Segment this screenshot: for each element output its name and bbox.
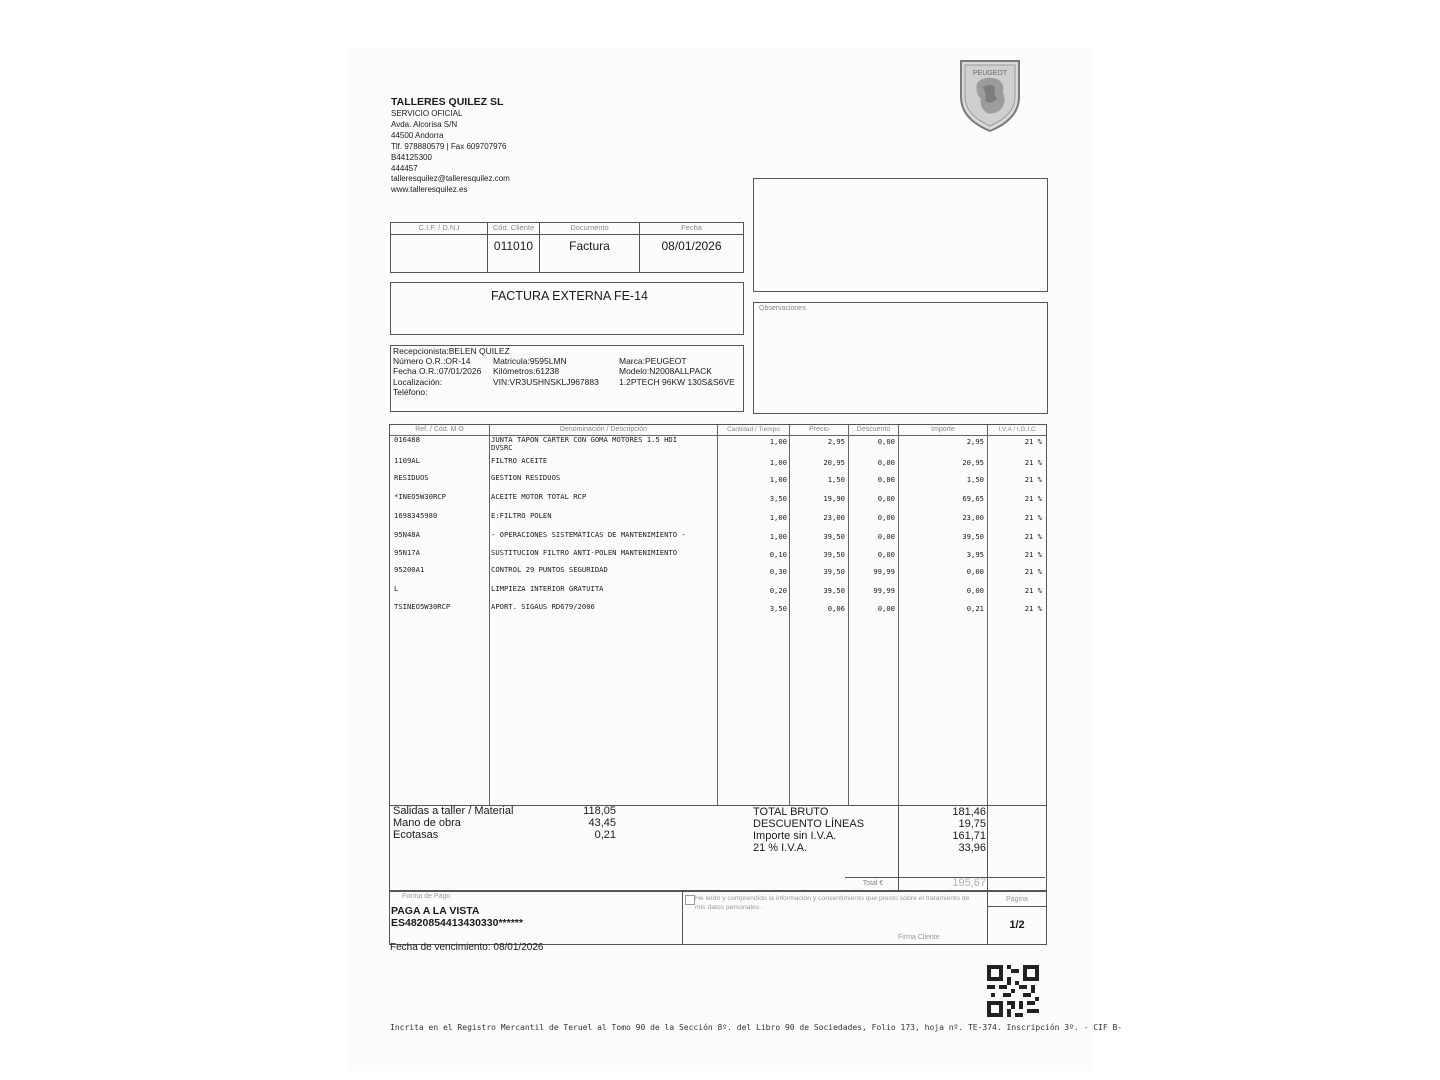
row-vat: 21 % [1024, 437, 1042, 446]
total-label: Importe sin I.V.A. [753, 830, 837, 842]
company-line: Tlf. 978880579 | Fax 609707976 [391, 141, 507, 151]
row-ref: L [394, 584, 399, 593]
company-line: talleresquilez@talleresquilez.com [391, 174, 510, 184]
row-amount: 23,00 [962, 513, 984, 522]
summary-label: Mano de obra [393, 817, 461, 829]
row-amount: 0,21 [966, 604, 984, 613]
vehicle-field: Marca:PEUGEOT [619, 356, 687, 366]
company-line: B44125300 [391, 152, 432, 162]
row-amount: 1,50 [966, 475, 984, 484]
vehicle-field: Número O.R.:OR-14 [393, 356, 471, 366]
row-ref: *INEO5W30RCP [394, 492, 446, 501]
row-price: 19,90 [823, 494, 845, 503]
logo-text: PEUGEOT [972, 70, 1008, 77]
row-quantity: 1,00 [769, 513, 787, 522]
row-discount: 99,99 [873, 586, 895, 595]
total-value: 33,96 [958, 842, 986, 854]
total-value: 181,46 [952, 806, 986, 818]
row-description-continued: DVSRC [491, 443, 513, 452]
company-name: TALLERES QUILEZ SL [391, 96, 504, 108]
row-ref: 95N48A [394, 530, 420, 539]
client-address-box [753, 178, 1048, 292]
row-ref: RESIDUOS [394, 473, 429, 482]
summary-value: 118,05 [583, 805, 616, 817]
client-code-value: 011010 [493, 239, 534, 253]
row-price: 39,50 [823, 586, 845, 595]
row-ref: 95200A1 [394, 565, 425, 574]
row-quantity: 1,00 [769, 437, 787, 446]
vehicle-field: Modelo:N2008ALLPACK [619, 366, 712, 377]
peugeot-lion-shield-icon [955, 57, 1025, 133]
date-header: Fecha [681, 223, 702, 232]
row-amount: 3,95 [966, 550, 984, 559]
total-value: 19,75 [958, 818, 986, 830]
row-vat: 21 % [1024, 513, 1042, 522]
company-line: Avda. Alcorisa S/N [391, 119, 458, 129]
invoice-title-box [390, 282, 744, 335]
row-price: 39,50 [823, 550, 845, 559]
row-price: 23,00 [823, 513, 845, 522]
consent-text: He leído y comprendido la información y consentimiento que presto sobre el tratamiento de mis datos personales. [695, 895, 970, 911]
page-number: 1/2 [1009, 919, 1025, 931]
company-header [391, 96, 611, 196]
company-line: www.talleresquilez.es [391, 185, 468, 195]
row-price: 39,50 [823, 567, 845, 576]
row-discount: 0,00 [877, 475, 895, 484]
total-label-euro: Total € [848, 878, 899, 889]
row-description: ACEITE MOTOR TOTAL RCP [491, 492, 587, 501]
payment-iban: ES4820854413430330****** [391, 917, 523, 929]
company-line: 44500 Andorra [391, 130, 444, 140]
discount-column-header: Descuento [856, 426, 891, 433]
consent-checkbox[interactable] [685, 895, 695, 905]
row-description: LIMPIEZA INTERIOR GRATUITA [491, 584, 604, 593]
row-description: CONTROL 29 PUNTOS SEGURIDAD [491, 565, 608, 574]
ref-column-header: Ref. / Cód. M.O [415, 426, 464, 433]
company-line: SERVICIO OFICIAL [391, 109, 463, 118]
row-discount: 0,00 [877, 532, 895, 541]
summary-value: 43,45 [588, 817, 616, 829]
row-description: JUNTA TAPON CARTER CON GOMA MOTORES 1.5 HDI [491, 435, 678, 444]
amount-column-header: Importe [931, 426, 955, 433]
row-price: 39,50 [823, 532, 845, 541]
row-vat: 21 % [1024, 475, 1042, 484]
row-amount: 0,00 [966, 567, 984, 576]
grand-total: 195,67 [952, 877, 986, 889]
vat-column-header: I.V.A / I.G.I.C [998, 426, 1036, 433]
observations-box [753, 302, 1048, 414]
row-ref: 1109AL [394, 456, 420, 465]
row-price: 0,06 [827, 604, 845, 613]
row-description: GESTION RESIDUOS [491, 473, 561, 482]
row-vat: 21 % [1024, 494, 1042, 503]
row-amount: 69,65 [962, 494, 984, 503]
row-description: APORT. SIGAUS RD679/2006 [491, 602, 595, 611]
vehicle-field: 1.2PTECH 96KW 130S&S6VE [619, 376, 735, 387]
row-discount: 0,00 [877, 550, 895, 559]
company-line: 444457 [391, 163, 418, 173]
vehicle-field: Localización: [393, 376, 443, 387]
quantity-column-header: Cantidad / Tiempo [727, 426, 780, 433]
row-vat: 21 % [1024, 567, 1042, 576]
vehicle-info [390, 345, 744, 412]
row-description: E:FILTRO POLEN [491, 511, 552, 520]
row-amount: 0,00 [966, 586, 984, 595]
row-quantity: 3,50 [769, 604, 787, 613]
payment-label: Forma de Pago [402, 893, 451, 900]
payment-section [389, 891, 1047, 945]
row-amount: 20,95 [962, 458, 984, 467]
invoice-title: FACTURA EXTERNA FE-14 [491, 289, 648, 303]
row-ref: TSINEO5W30RCP [394, 602, 451, 611]
row-discount: 0,00 [877, 513, 895, 522]
totals-section [389, 804, 1047, 891]
document-header: Documento [570, 223, 609, 232]
document-info-table [390, 222, 744, 273]
invoice-lines-table [389, 424, 1047, 806]
row-discount: 0,00 [877, 494, 895, 503]
total-label: TOTAL BRUTO [753, 806, 829, 818]
row-ref: 016488 [394, 435, 420, 444]
row-amount: 39,50 [962, 532, 984, 541]
row-ref: 95N17A [394, 548, 420, 557]
vehicle-field: Fecha O.R.:07/01/2026 [393, 366, 482, 377]
total-label: DESCUENTO LÍNEAS [753, 818, 865, 830]
row-amount: 2,95 [966, 437, 984, 446]
row-vat: 21 % [1024, 550, 1042, 559]
registry-note: Incrita en el Registro Mercantil de Teruel al Tomo 90 de la Sección 8º. del Libro 90 de Sociedades, Folio 173, hoja nº. TE-374. Inscripción 3º. - CIF B- [390, 1023, 1123, 1032]
total-value: 161,71 [952, 830, 986, 842]
description-column-header: Denominación / Descripción [559, 426, 648, 433]
row-discount: 0,00 [877, 604, 895, 613]
summary-label: Salidas a taller / Material [393, 805, 514, 817]
row-quantity: 0,10 [769, 550, 787, 559]
vehicle-field: Teléfono: [393, 387, 428, 398]
row-quantity: 0,20 [769, 586, 787, 595]
row-discount: 0,00 [877, 437, 895, 446]
summary-label: Ecotasas [393, 829, 439, 841]
observations-label: Observaciones [759, 305, 806, 312]
total-label: 21 % I.V.A. [753, 842, 808, 854]
row-discount: 99,99 [873, 567, 895, 576]
row-discount: 0,00 [877, 458, 895, 467]
summary-value: 0,21 [594, 829, 616, 841]
payment-method: PAGA A LA VISTA [391, 905, 480, 917]
date-value: 08/01/2026 [661, 239, 722, 253]
row-ref: 1698345980 [394, 511, 438, 520]
row-vat: 21 % [1024, 586, 1042, 595]
row-description: - OPERACIONES SISTEMÁTICAS DE MANTENIMIENTO - [491, 530, 686, 539]
document-value: Factura [569, 239, 610, 253]
row-vat: 21 % [1024, 532, 1042, 541]
row-price: 1,50 [827, 475, 845, 484]
row-description: FILTRO ACEITE [491, 456, 548, 465]
cif-header: C.I.F. / D.N.I [418, 223, 460, 232]
due-date: Fecha de vencimiento: 08/01/2026 [390, 942, 544, 953]
row-description: SUSTITUCION FILTRO ANTI-POLEN MANTENIMIENTO [491, 548, 678, 557]
row-price: 20,95 [823, 458, 845, 467]
price-column-header: Precio [809, 426, 829, 433]
vehicle-field: VIN:VR3USHNSKLJ967883 [493, 376, 599, 387]
row-quantity: 3,50 [769, 494, 787, 503]
vehicle-field: Matricula:9595LMN [493, 356, 567, 366]
qr-code-icon [987, 965, 1039, 1017]
signature-label: Firma Cliente [898, 934, 940, 941]
row-vat: 21 % [1024, 604, 1042, 613]
client-code-header: Cód. Cliente [492, 223, 535, 232]
vehicle-field: Kilómetros:61238 [493, 366, 560, 377]
row-vat: 21 % [1024, 458, 1042, 467]
row-quantity: 0,30 [769, 567, 787, 576]
row-price: 2,95 [827, 437, 845, 446]
row-quantity: 1,00 [769, 458, 787, 467]
receptionist: Recepcionista:BELEN QUILEZ [393, 346, 510, 356]
row-quantity: 1,00 [769, 532, 787, 541]
row-quantity: 1,00 [769, 475, 787, 484]
page-label: Página [1006, 896, 1028, 903]
